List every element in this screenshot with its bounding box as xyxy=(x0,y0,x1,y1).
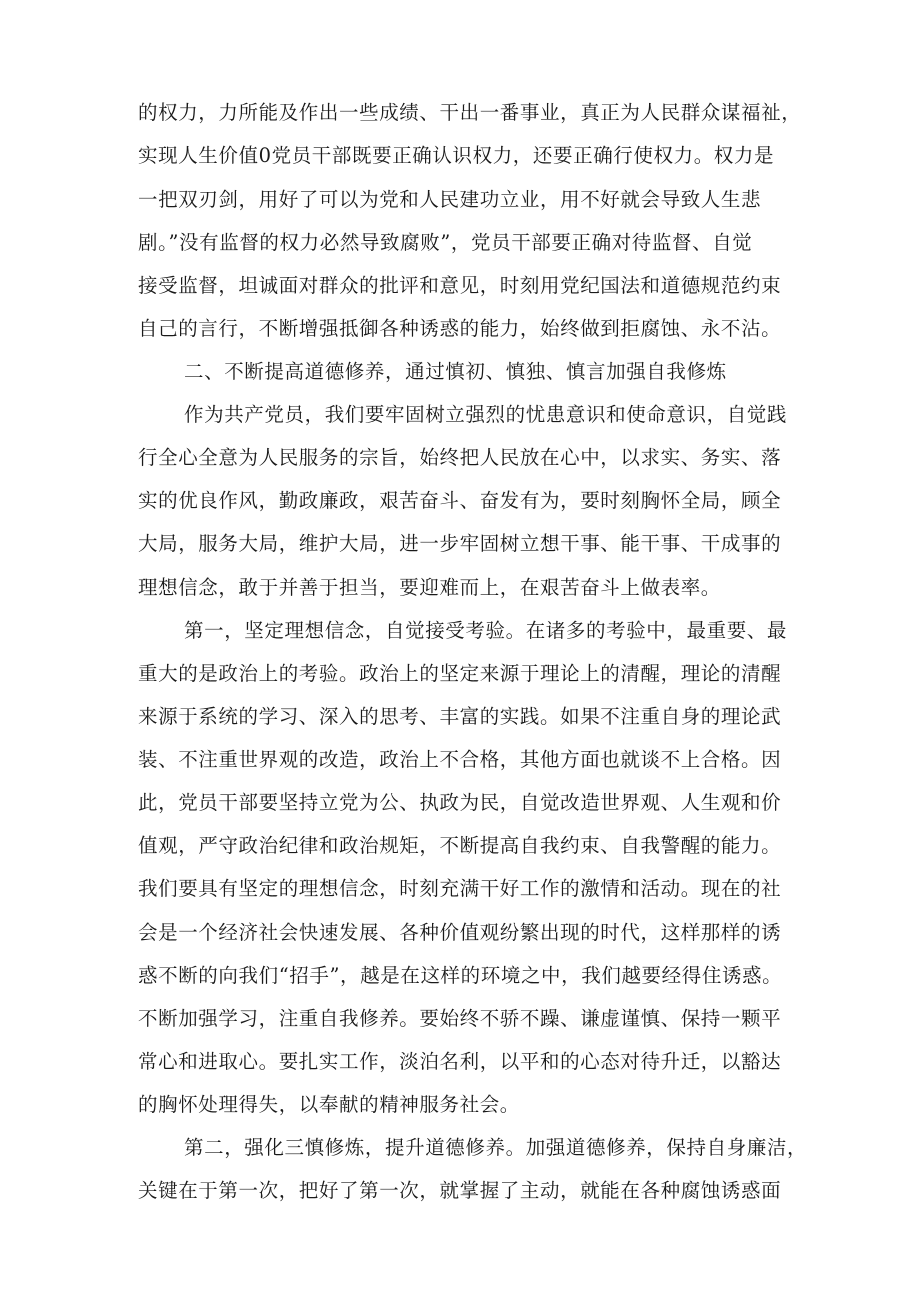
text-line: 理想信念，敢于并善于担当，要迎难而上，在艰苦奋斗上做表率。 xyxy=(138,576,721,599)
text-line: 实现人生价值0党员干部既要正确认识权力，还要正确行使权力。权力是 xyxy=(138,144,775,167)
text-line: 来源于系统的学习、深入的思考、丰富的实践。如果不注重自身的理论武 xyxy=(138,705,782,728)
paragraph-start: 第二，强化三慎修炼，提升道德修养。加强道德修养，保持自身廉洁， xyxy=(184,1136,808,1159)
text-line: 自己的言行，不断增强抵御各种诱惑的能力，始终做到拒腐蚀、永不沾。 xyxy=(138,317,782,340)
text-line: 一把双刃剑，用好了可以为党和人民建功立业，用不好就会导致人生悲 xyxy=(138,188,762,211)
paragraph-start: 作为共产党员，我们要牢固树立强烈的忧患意识和使命意识，自觉践 xyxy=(184,403,788,426)
text-line: 不断加强学习，注重自我修养。要始终不骄不躁、谦虚谨慎、保持一颗平 xyxy=(138,1007,782,1030)
text-line: 常心和进取心。要扎实工作，淡泊名利，以平和的心态对待升迁，以豁达 xyxy=(138,1050,782,1073)
text-line: 值观，严守政治纪律和政治规矩，不断提高自我约束、自我警醒的能力。 xyxy=(138,834,782,857)
text-line: 行全心全意为人民服务的宗旨，始终把人民放在心中，以求实、务实、落 xyxy=(138,446,782,469)
text-line: 接受监督，坦诚面对群众的批评和意见，时刻用党纪国法和道德规范约束 xyxy=(138,274,782,297)
text-line: 关键在于第一次，把好了第一次，就掌握了主动，就能在各种腐蚀诱惑面 xyxy=(138,1179,782,1202)
text-line: 实的优良作风，勤政廉政，艰苦奋斗、奋发有为，要时刻胸怀全局，顾全 xyxy=(138,489,782,512)
text-line: 的权力，力所能及作出一些成绩、干出一番事业，真正为人民群众谋福祉， xyxy=(138,101,802,124)
text-line: 此，党员干部要坚持立党为公、执政为民，自觉改造世界观、人生观和价 xyxy=(138,791,782,814)
text-line: 装、不注重世界观的改造，政治上不合格，其他方面也就谈不上合格。因 xyxy=(138,748,782,771)
text-line: 我们要具有坚定的理想信念，时刻充满干好工作的激情和活动。现在的社 xyxy=(138,877,782,900)
text-line: 惑不断的向我们“招手”，越是在这样的环境之中，我们越要经得住诱惑。 xyxy=(138,964,783,987)
text-line: 的胸怀处理得失，以奉献的精神服务社会。 xyxy=(138,1093,520,1116)
text-line: 会是一个经济社会快速发展、各种价值观纷繁出现的时代，这样那样的诱 xyxy=(138,921,782,944)
paragraph-start: 第一，坚定理想信念，自觉接受考验。在诸多的考验中，最重要、最 xyxy=(184,619,788,642)
text-line: 重大的是政治上的考验。政治上的坚定来源于理论上的清醒，理论的清醒 xyxy=(138,662,782,685)
section-heading: 二、不断提高道德修养，通过慎初、慎独、慎言加强自我修炼 xyxy=(184,360,727,383)
text-line: 剧。”没有监督的权力必然导致腐败”，党员干部要正确对待监督、自觉 xyxy=(138,231,753,254)
text-line: 大局，服务大局，维护大局，进一步牢固树立想干事、能干事、干成事的 xyxy=(138,532,782,555)
